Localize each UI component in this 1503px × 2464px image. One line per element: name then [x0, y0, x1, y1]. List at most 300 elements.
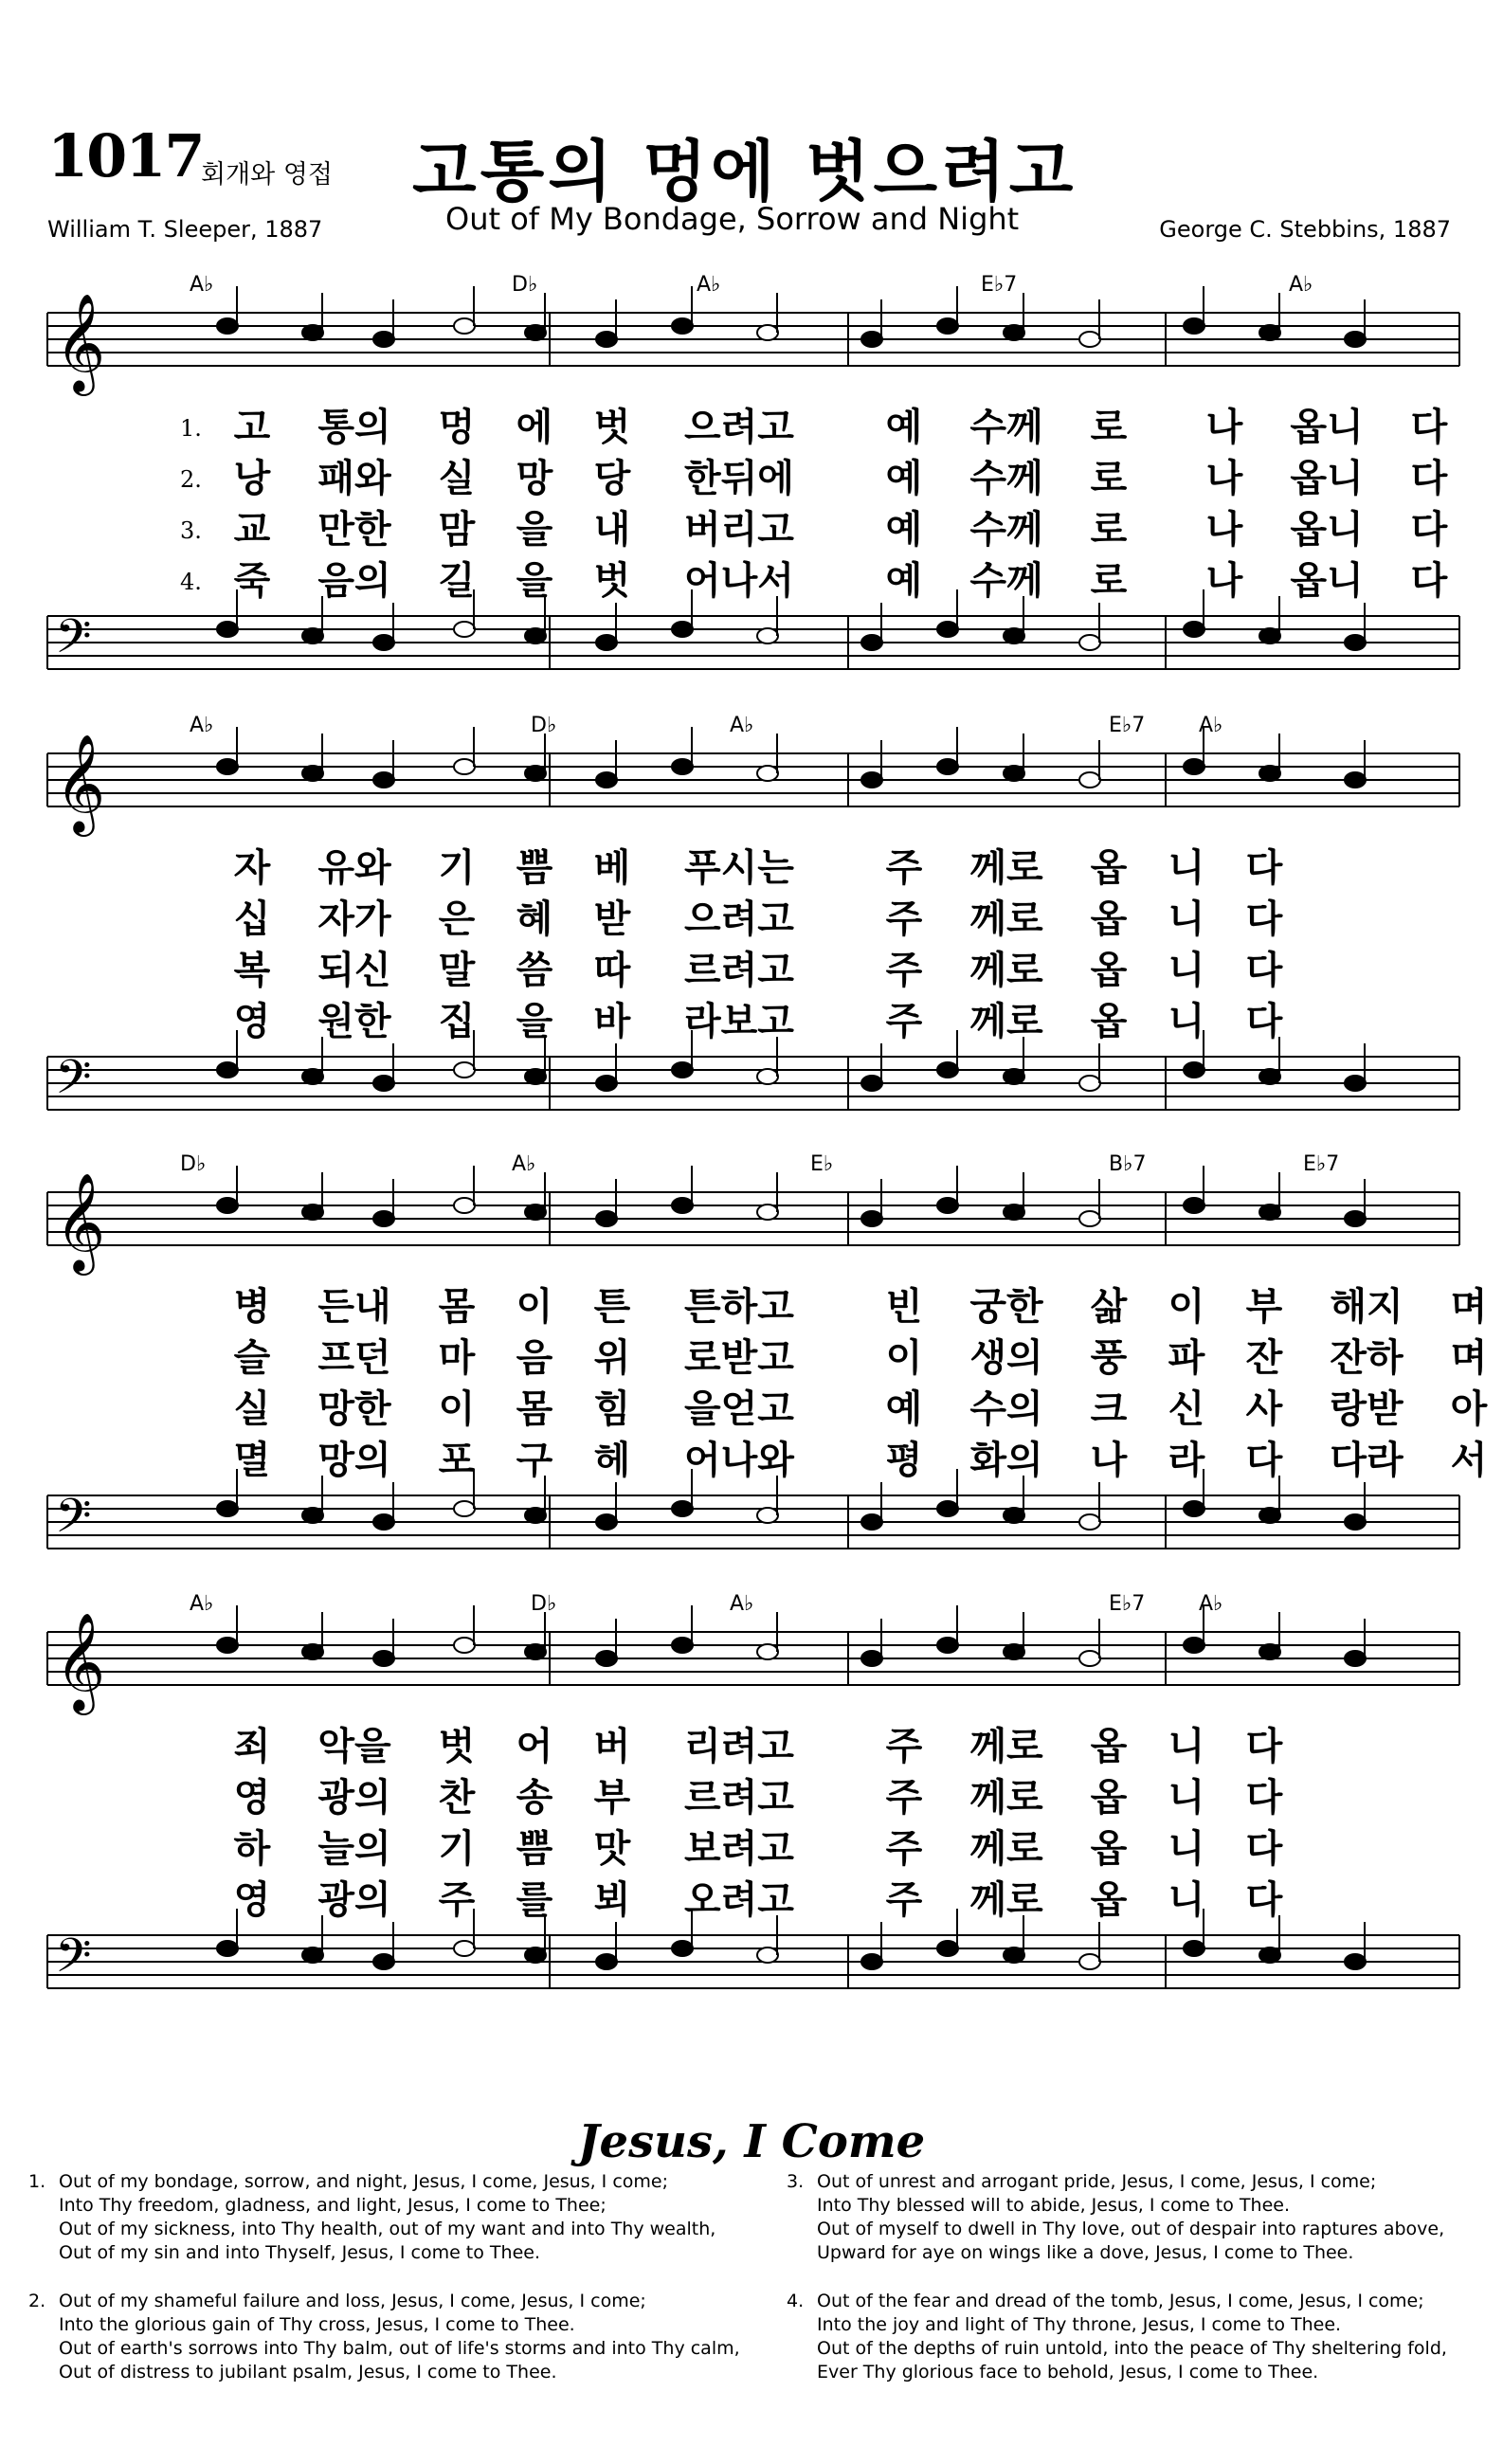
note-head [861, 635, 882, 650]
english-verse-line: Out of earth's sorrows into Thy balm, out of life's storms and into Thy calm, [59, 2338, 740, 2359]
note-head [937, 318, 958, 334]
lyric-syllable: 십 [233, 897, 271, 941]
lyric-syllable: 내 [593, 508, 631, 552]
note-head [1079, 332, 1100, 347]
note-head [1079, 772, 1100, 788]
lyric-syllable: 으려고 [684, 406, 794, 449]
lyric-syllable: 예 [885, 1387, 923, 1431]
note-head [454, 1062, 475, 1078]
note-head [525, 1644, 546, 1659]
lyric-syllable: 께로 [969, 846, 1043, 890]
note-head [937, 1941, 958, 1956]
author-credit: William T. Sleeper, 1887 [47, 216, 323, 243]
lyric-syllable: 쁨 [516, 1827, 553, 1871]
lyric-syllable: 하 [233, 1827, 271, 1871]
note-head [525, 628, 546, 643]
note-head [1004, 1205, 1024, 1220]
treble-staff [47, 727, 1459, 806]
note-head [525, 1069, 546, 1084]
lyric-syllable: 길 [438, 559, 476, 603]
note-head [217, 318, 238, 334]
lyric-syllable: 화의 [969, 1439, 1043, 1482]
note-head [757, 1644, 778, 1659]
treble-staff [47, 1166, 1459, 1245]
lyric-syllable: 헤 [593, 1439, 631, 1482]
note-head [1079, 1954, 1100, 1969]
note-head [302, 1508, 323, 1523]
chord-symbol: A♭ [1199, 1592, 1223, 1616]
note-head [454, 1501, 475, 1516]
lyric-syllable: 사 [1245, 1387, 1283, 1431]
lyric-syllable: 옵니 [1290, 508, 1364, 552]
note-head [217, 622, 238, 637]
note-head [1004, 1508, 1024, 1523]
music-system [38, 1135, 1488, 1562]
lyric-syllable: 예 [885, 508, 923, 552]
english-verse-line: Out of my sickness, into Thy health, out of my want and into Thy wealth, [59, 2219, 716, 2239]
note-head [217, 1062, 238, 1078]
lyric-syllable: 에 [516, 406, 553, 449]
note-head [596, 1211, 617, 1226]
lyric-syllable: 악을 [317, 1725, 391, 1768]
lyric-syllable: 라 [1168, 1439, 1205, 1482]
lyric-syllable: 을얻고 [684, 1387, 794, 1431]
lyric-syllable: 은 [438, 897, 476, 941]
note-head [596, 1651, 617, 1666]
lyric-syllable: 자가 [317, 897, 391, 941]
lyric-syllable: 집 [438, 1000, 476, 1043]
lyric-syllable: 옵 [1090, 897, 1128, 941]
note-head [525, 766, 546, 781]
verse-number: 1. [180, 415, 202, 442]
note-head [1259, 1644, 1280, 1659]
lyric-syllable: 주 [885, 1776, 923, 1820]
lyric-syllable: 맘 [438, 508, 476, 552]
lyric-syllable: 튼 [593, 1285, 631, 1329]
lyric-syllable: 영 [233, 1000, 271, 1043]
note-head [672, 318, 693, 334]
note-head [1079, 1514, 1100, 1530]
english-verse-line: Out of distress to jubilant psalm, Jesus, I come to Thee. [59, 2362, 557, 2382]
chord-symbol: B♭7 [1109, 1152, 1147, 1176]
lyric-syllable: 삶 [1090, 1285, 1128, 1329]
note-head [1259, 1069, 1280, 1084]
lyric-syllable: 오려고 [684, 1878, 794, 1922]
lyric-syllable: 망 [516, 457, 553, 500]
lyric-syllable: 니 [1168, 897, 1205, 941]
lyric-syllable: 께로 [969, 949, 1043, 992]
lyric-syllable: 영 [233, 1776, 271, 1820]
lyric-syllable: 따 [593, 949, 631, 992]
lyric-syllable: 힘 [593, 1387, 631, 1431]
lyric-syllable: 아 [1450, 1387, 1488, 1431]
note-head [672, 1198, 693, 1213]
lyric-syllable: 쁨 [516, 846, 553, 890]
note-head [373, 1076, 394, 1091]
note-head [525, 325, 546, 340]
lyric-syllable: 멸 [233, 1439, 271, 1482]
lyric-syllable: 생의 [969, 1336, 1043, 1380]
note-head [937, 1062, 958, 1078]
verse-number: 3. [180, 517, 202, 544]
note-head [861, 1514, 882, 1530]
lyric-syllable: 푸시는 [684, 846, 794, 890]
lyric-syllable: 옵 [1090, 1000, 1128, 1043]
note-head [373, 1514, 394, 1530]
note-head [672, 622, 693, 637]
lyric-syllable: 다 [1245, 1000, 1283, 1043]
english-hymn-title: Jesus, I Come [577, 2115, 926, 2168]
lyric-syllable: 이 [1168, 1285, 1205, 1329]
lyric-syllable: 수의 [969, 1387, 1043, 1431]
lyric-syllable: 이 [438, 1387, 476, 1431]
note-head [373, 1651, 394, 1666]
note-head [1184, 1501, 1204, 1516]
lyric-syllable: 께로 [969, 1776, 1043, 1820]
note-head [861, 332, 882, 347]
note-head [1345, 1651, 1366, 1666]
note-head [1079, 1651, 1100, 1666]
lyric-syllable: 한뒤에 [684, 457, 794, 500]
note-head [217, 1198, 238, 1213]
lyric-syllable: 르려고 [684, 949, 794, 992]
treble-clef-icon: 𝄞 [55, 1172, 106, 1272]
english-verse-number: 4. [787, 2291, 805, 2311]
lyric-syllable: 께로 [969, 1000, 1043, 1043]
lyric-syllable: 로 [1090, 457, 1128, 500]
bass-clef-icon: 𝄢 [55, 609, 92, 676]
english-verse-line: Out of the depths of ruin untold, into the peace of Thy sheltering fold, [817, 2338, 1447, 2359]
note-head [757, 628, 778, 643]
lyric-syllable: 크 [1090, 1387, 1128, 1431]
note-head [525, 1205, 546, 1220]
lyric-syllable: 씀 [516, 949, 553, 992]
chord-symbol: A♭ [730, 714, 754, 737]
english-verse-line: Into Thy freedom, gladness, and light, Jesus, I come to Thee; [59, 2195, 607, 2216]
treble-clef-icon: 𝄞 [55, 1612, 106, 1712]
note-head [937, 1198, 958, 1213]
lyric-syllable: 음 [516, 1336, 553, 1380]
lyric-syllable: 빈 [885, 1285, 923, 1329]
lyric-syllable: 포 [438, 1439, 476, 1482]
lyric-syllable: 어 [516, 1725, 553, 1768]
note-head [302, 766, 323, 781]
chord-symbol: A♭ [730, 1592, 754, 1616]
lyric-syllable: 니 [1168, 1827, 1205, 1871]
note-head [373, 332, 394, 347]
english-verse-number: 3. [787, 2171, 805, 2192]
note-head [454, 622, 475, 637]
lyric-syllable: 옵니 [1290, 559, 1364, 603]
english-verse [787, 2290, 1503, 2384]
note-head [596, 635, 617, 650]
english-verse-line: Into the joy and light of Thy throne, Jesus, I come to Thee. [817, 2314, 1342, 2335]
hymn-number: 1017 [47, 121, 204, 190]
lyric-syllable: 잔하 [1330, 1336, 1403, 1380]
note-head [302, 1948, 323, 1963]
note-head [672, 1638, 693, 1653]
note-head [861, 1211, 882, 1226]
lyric-syllable: 교 [233, 508, 271, 552]
note-head [525, 1508, 546, 1523]
lyric-syllable: 죽 [233, 559, 271, 603]
chord-symbol: A♭ [697, 273, 721, 297]
treble-clef-icon: 𝄞 [55, 734, 106, 833]
lyric-syllable: 다 [1410, 406, 1448, 449]
lyric-syllable: 주 [885, 1827, 923, 1871]
lyric-syllable: 옵 [1090, 1776, 1128, 1820]
bass-clef-icon: 𝄢 [55, 1050, 92, 1116]
lyric-syllable: 해지 [1330, 1285, 1403, 1329]
note-head [217, 1941, 238, 1956]
lyric-syllable: 을 [516, 508, 553, 552]
lyric-syllable: 찬 [438, 1776, 476, 1820]
lyric-syllable: 실 [233, 1387, 271, 1431]
english-verse-line: Out of the fear and dread of the tomb, Jesus, I come, Jesus, I come; [817, 2291, 1424, 2311]
lyric-syllable: 프던 [317, 1336, 391, 1380]
note-head [1004, 1644, 1024, 1659]
english-verse [787, 2170, 1503, 2265]
note-head [757, 1948, 778, 1963]
treble-staff [47, 1605, 1459, 1685]
note-head [1259, 766, 1280, 781]
lyric-syllable: 음의 [317, 559, 391, 603]
lyric-syllable: 예 [885, 457, 923, 500]
english-verse-number: 1. [28, 2171, 46, 2192]
lyric-syllable: 주 [885, 1725, 923, 1768]
chord-symbol: A♭ [1199, 714, 1223, 737]
lyric-syllable: 맛 [593, 1827, 631, 1871]
verse-number: 4. [180, 569, 202, 595]
lyric-syllable: 슬 [233, 1336, 271, 1380]
lyric-syllable: 니 [1168, 1878, 1205, 1922]
note-head [454, 1941, 475, 1956]
lyric-syllable: 버 [593, 1725, 631, 1768]
note-head [302, 1644, 323, 1659]
note-head [757, 766, 778, 781]
lyric-syllable: 병 [233, 1285, 271, 1329]
music-system [38, 1575, 1465, 2002]
note-head [1345, 1076, 1366, 1091]
lyric-syllable: 니 [1168, 1000, 1205, 1043]
lyric-syllable: 다 [1245, 1439, 1283, 1482]
music-system [38, 697, 1465, 1123]
lyric-syllable: 원한 [317, 1000, 391, 1043]
note-head [672, 1941, 693, 1956]
lyric-syllable: 께로 [969, 1878, 1043, 1922]
lyric-syllable: 나 [1205, 406, 1243, 449]
lyric-syllable: 서 [1450, 1439, 1488, 1482]
chord-symbol: A♭ [190, 1592, 214, 1616]
lyric-syllable: 을 [516, 559, 553, 603]
chord-symbol: D♭ [512, 273, 538, 297]
lyric-syllable: 죄 [233, 1725, 271, 1768]
lyric-syllable: 광의 [317, 1776, 391, 1820]
lyric-syllable: 멍 [438, 406, 476, 449]
lyric-syllable: 버리고 [684, 508, 794, 552]
note-head [1259, 628, 1280, 643]
note-head [861, 1651, 882, 1666]
lyric-syllable: 로 [1090, 508, 1128, 552]
lyric-syllable: 라보고 [684, 1000, 794, 1043]
hymn-header [0, 0, 1503, 256]
chord-symbol: A♭ [190, 714, 214, 737]
lyric-syllable: 로 [1090, 406, 1128, 449]
note-head [302, 325, 323, 340]
verse-number: 2. [180, 466, 202, 493]
english-verse-line: Into the glorious gain of Thy cross, Jesus, I come to Thee. [59, 2314, 575, 2335]
lyric-syllable: 나 [1205, 559, 1243, 603]
note-head [596, 332, 617, 347]
korean-title: 고통의 멍에 벗으려고 [412, 133, 1077, 210]
note-head [937, 759, 958, 774]
english-verse-line: Out of unrest and arrogant pride, Jesus, I come, Jesus, I come; [817, 2171, 1377, 2192]
lyric-syllable: 부 [593, 1776, 631, 1820]
note-head [1079, 1076, 1100, 1091]
english-verse-line: Ever Thy glorious face to behold, Jesus, I come to Thee. [817, 2362, 1319, 2382]
lyric-syllable: 망한 [317, 1387, 391, 1431]
note-head [672, 1062, 693, 1078]
lyric-syllable: 옵 [1090, 1827, 1128, 1871]
english-verse-line: Into Thy blessed will to abide, Jesus, I come to Thee. [817, 2195, 1290, 2216]
english-verse-line: Out of my bondage, sorrow, and night, Jesus, I come, Jesus, I come; [59, 2171, 668, 2192]
note-head [302, 1205, 323, 1220]
note-head [525, 1948, 546, 1963]
lyric-syllable: 어나서 [684, 559, 794, 603]
lyric-syllable: 옵 [1090, 949, 1128, 992]
bass-clef-icon: 𝄢 [55, 1929, 92, 1995]
lyric-syllable: 광의 [317, 1878, 391, 1922]
note-head [1184, 759, 1204, 774]
lyric-syllable: 평 [885, 1439, 923, 1482]
lyric-syllable: 다 [1245, 1776, 1283, 1820]
lyric-syllable: 다 [1245, 1827, 1283, 1871]
lyric-syllable: 당 [593, 457, 631, 500]
chord-symbol: D♭ [531, 1592, 557, 1616]
lyric-syllable: 다 [1245, 949, 1283, 992]
chord-symbol: E♭7 [981, 273, 1018, 297]
note-head [1259, 1205, 1280, 1220]
lyric-syllable: 랑받 [1330, 1387, 1403, 1431]
lyric-syllable: 받 [593, 897, 631, 941]
lyric-syllable: 나 [1090, 1439, 1128, 1482]
note-head [757, 1069, 778, 1084]
lyric-syllable: 께로 [969, 1827, 1043, 1871]
lyric-syllable: 니 [1168, 846, 1205, 890]
lyric-syllable: 주 [885, 846, 923, 890]
lyric-syllable: 주 [885, 1000, 923, 1043]
lyric-syllable: 풍 [1090, 1336, 1128, 1380]
lyric-syllable: 자 [233, 846, 271, 890]
note-head [217, 759, 238, 774]
lyric-syllable: 뵈 [593, 1878, 631, 1922]
note-head [596, 1514, 617, 1530]
lyric-syllable: 영 [233, 1878, 271, 1922]
note-head [757, 325, 778, 340]
lyric-syllable: 주 [885, 949, 923, 992]
lyric-syllable: 말 [438, 949, 476, 992]
note-head [937, 1638, 958, 1653]
lyric-syllable: 베 [593, 846, 631, 890]
lyric-syllable: 벗 [593, 406, 631, 449]
lyric-syllable: 나 [1205, 508, 1243, 552]
lyric-syllable: 되신 [317, 949, 391, 992]
note-head [937, 1501, 958, 1516]
lyric-syllable: 송 [516, 1776, 553, 1820]
lyric-syllable: 낭 [233, 457, 271, 500]
note-head [1259, 1948, 1280, 1963]
lyric-syllable: 늘의 [317, 1827, 391, 1871]
note-head [1259, 1508, 1280, 1523]
chord-symbol: E♭7 [1109, 1592, 1146, 1616]
lyric-syllable: 다 [1410, 457, 1448, 500]
lyric-syllable: 다 [1410, 559, 1448, 603]
lyric-syllable: 옵니 [1290, 457, 1364, 500]
lyric-syllable: 위 [593, 1336, 631, 1380]
lyric-syllable: 예 [885, 406, 923, 449]
english-verse-line: Out of myself to dwell in Thy love, out of despair into raptures above, [817, 2219, 1445, 2239]
lyric-syllable: 니 [1168, 1725, 1205, 1768]
note-head [672, 759, 693, 774]
chord-symbol: D♭ [180, 1152, 207, 1176]
note-head [1259, 325, 1280, 340]
note-head [1345, 772, 1366, 788]
lyric-syllable: 구 [516, 1439, 553, 1482]
note-head [1345, 1211, 1366, 1226]
lyric-syllable: 옵 [1090, 846, 1128, 890]
english-verse-line: Out of my shameful failure and loss, Jesus, I come, Jesus, I come; [59, 2291, 646, 2311]
note-head [454, 1638, 475, 1653]
note-head [373, 1954, 394, 1969]
lyric-syllable: 실 [438, 457, 476, 500]
note-head [454, 759, 475, 774]
chord-symbol: D♭ [531, 714, 557, 737]
lyric-syllable: 궁한 [969, 1285, 1043, 1329]
lyric-syllable: 다라 [1330, 1439, 1403, 1482]
lyric-syllable: 몸 [516, 1387, 553, 1431]
lyric-syllable: 이 [885, 1336, 923, 1380]
lyric-syllable: 부 [1245, 1285, 1283, 1329]
chord-symbol: E♭7 [1109, 714, 1146, 737]
lyric-syllable: 다 [1245, 897, 1283, 941]
lyric-syllable: 수께 [969, 508, 1043, 552]
treble-staff [47, 286, 1459, 366]
lyric-syllable: 기 [438, 1827, 476, 1871]
note-head [1004, 1069, 1024, 1084]
lyric-syllable: 며 [1450, 1285, 1488, 1329]
note-head [861, 1954, 882, 1969]
lyric-syllable: 주 [885, 897, 923, 941]
note-head [861, 772, 882, 788]
note-head [302, 628, 323, 643]
hymn-category: 회개와 영접 [201, 160, 333, 190]
note-head [373, 635, 394, 650]
lyric-syllable: 복 [233, 949, 271, 992]
lyric-syllable: 어나와 [684, 1439, 794, 1482]
lyric-syllable: 니 [1168, 949, 1205, 992]
note-head [217, 1638, 238, 1653]
lyric-syllable: 옵 [1090, 1725, 1128, 1768]
chord-symbol: A♭ [190, 273, 214, 297]
lyric-syllable: 리려고 [684, 1725, 794, 1768]
lyric-syllable: 옵 [1090, 1878, 1128, 1922]
lyric-syllable: 보려고 [684, 1827, 794, 1871]
note-head [596, 1076, 617, 1091]
lyric-syllable: 으려고 [684, 897, 794, 941]
lyric-syllable: 마 [438, 1336, 476, 1380]
lyric-syllable: 주 [885, 1878, 923, 1922]
lyric-syllable: 파 [1168, 1336, 1205, 1380]
